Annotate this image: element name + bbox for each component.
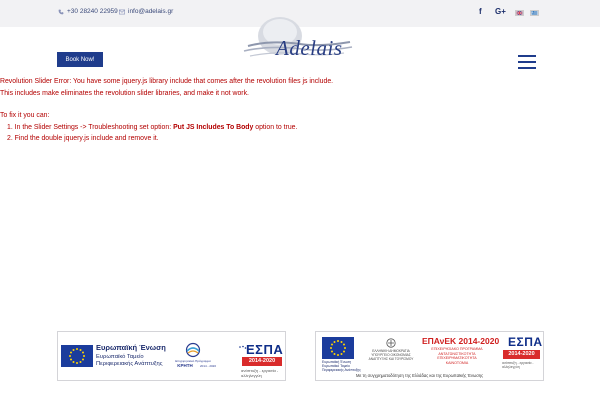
eu-funding-banner-right[interactable] [315, 331, 544, 381]
epanek-sub-4: ΚΑΙΝΟΤΟΜΙΑ [445, 360, 469, 365]
error-line-1: Revolution Slider Error: You have some jquery.js library include that comes after the revolution files js include. [0, 78, 334, 85]
ministry-line-3: ΑΝΑΠΤΥΞΗΣ ΚΑΙ ΤΟΥΡΙΣΜΟΥ [368, 357, 414, 361]
fix-step-1 [7, 124, 297, 131]
logo-text[interactable]: Adelais [276, 36, 343, 60]
fix-step-1-suffix: option to true. [253, 124, 298, 131]
eu-fund-line2: Περιφερειακής Ανάπτυξης [96, 361, 163, 367]
email-address[interactable]: info@adelais.gr [128, 8, 174, 15]
espa-logo-text: ΕΣΠΑ [246, 342, 284, 357]
uk-flag-icon[interactable] [515, 10, 524, 16]
envelope-icon [119, 9, 125, 15]
espa-slogan: ανάπτυξη - εργασία - αλληλεγγύη [502, 361, 534, 369]
ministry-line-1: ΕΛΛΗΝΙΚΗ ΔΗΜΟΚΡΑΤΙΑ [372, 349, 410, 353]
email-contact[interactable] [119, 8, 173, 15]
facebook-icon[interactable]: f [479, 7, 482, 16]
epanek-sub-1: ΕΠΙΧΕΙΡΗΣΙΑΚΟ ΠΡΟΓΡΑΜΜΑ [431, 347, 483, 351]
crete-program-label: Επιχειρησιακό Πρόγραμμα [175, 359, 211, 363]
greece-flag-icon[interactable] [530, 10, 539, 16]
crete-program-icon [184, 342, 202, 358]
espa-slogan: ανάπτυξη - εργασία - αλληλεγγύη [241, 368, 279, 378]
eu-flag-icon [61, 345, 93, 367]
error-line-2: This includes make eliminates the revolution slider libraries, and make it not work. [0, 90, 249, 97]
greek-emblem-icon [386, 338, 396, 348]
fix-step-2: 2. Find the double jquery.js include and remove it. [7, 135, 159, 142]
eu-flag-icon [322, 337, 354, 359]
fix-step-1-option: Put JS Includes To Body [173, 124, 254, 131]
phone-contact[interactable] [58, 8, 118, 15]
epanek-sub-3: ΕΠΙΧΕΙΡΗΜΑΤΙΚΟΤΗΤΑ [437, 356, 477, 360]
eu-funding-banner-left[interactable] [57, 331, 286, 381]
espa-logo-text: ΕΣΠΑ [508, 335, 543, 349]
ministry-line-2: ΥΠΟΥΡΓΕΙΟ ΟΙΚΟΝΟΜΙΑΣ [371, 353, 411, 357]
eu-caption-1: Ευρωπαϊκή Ένωση [322, 360, 352, 364]
espa-years: 2014-2020 [503, 350, 540, 359]
epanek-sub-2: ΑΝΤΑΓΩΝΙΣΤΙΚΟΤΗΤΑ [438, 351, 476, 356]
fix-step-1-text: 1. In the Slider Settings -> Troubleshooting set option: [7, 124, 174, 131]
eu-fund-line1: Ευρωπαϊκό Ταμείο [96, 354, 144, 360]
phone-number[interactable]: +30 28240 22959 [67, 8, 118, 15]
crete-label: ΚΡΗΤΗ [177, 363, 193, 368]
espa-years: 2014-2020 [242, 357, 282, 366]
google-plus-icon[interactable]: G+ [495, 7, 506, 16]
epanek-title: ΕΠΑνΕΚ 2014-2020 [422, 336, 500, 346]
cofunding-note: Με τη συγχρηματοδότηση της Ελλάδας και της Ευρωπαϊκής Ένωσης [356, 373, 484, 378]
book-now-button[interactable]: Book Now! [57, 52, 103, 67]
fix-intro: To fix it you can: [0, 112, 50, 119]
eu-title: Ευρωπαϊκή Ένωση [96, 343, 166, 352]
phone-icon [58, 9, 64, 15]
crete-years: 2014 - 2020 [199, 364, 216, 368]
menu-hamburger-icon[interactable] [518, 55, 536, 69]
eu-caption-2: Ευρωπαϊκό Ταμείο [322, 364, 350, 368]
eu-caption-3: Περιφερειακής Ανάπτυξης [322, 368, 361, 372]
